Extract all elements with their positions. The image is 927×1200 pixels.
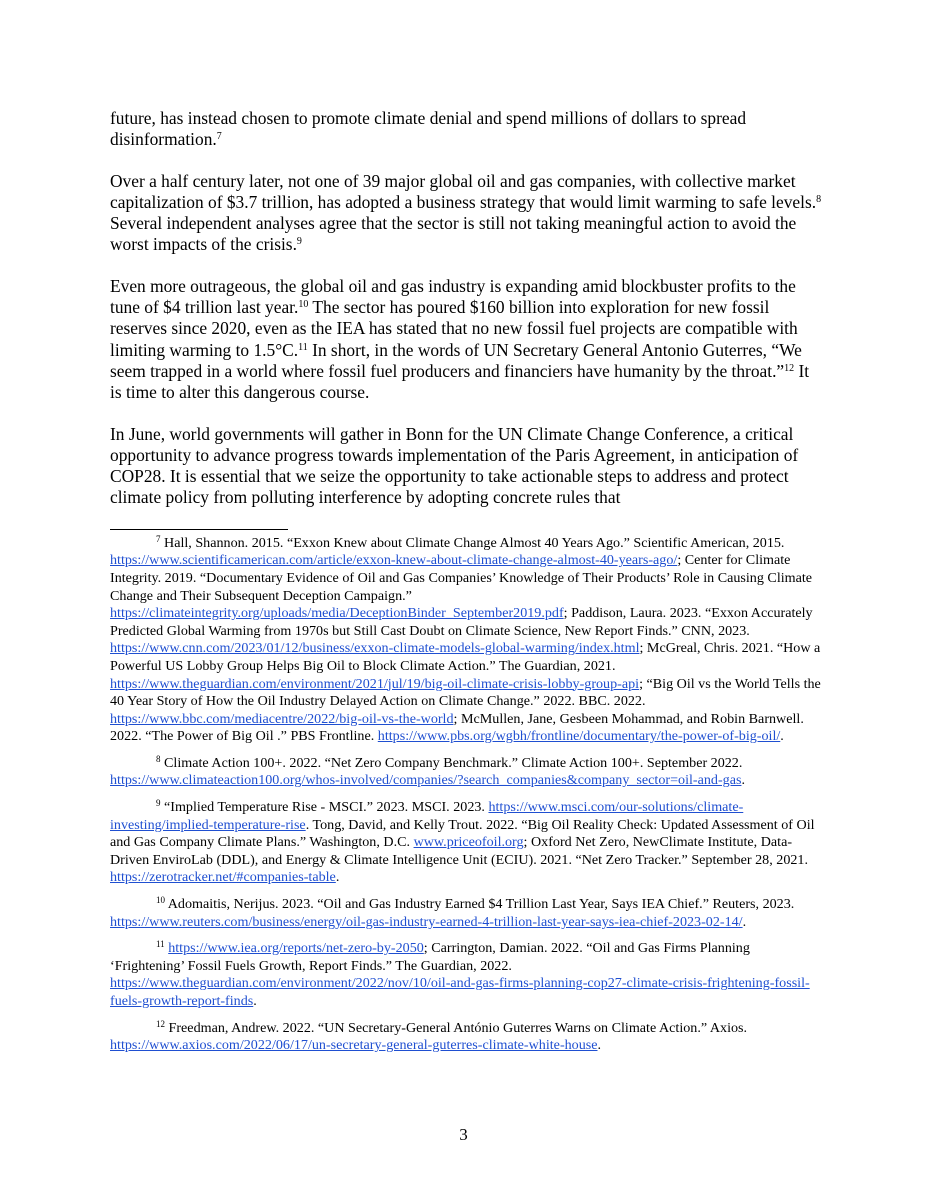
footnote-8: [110, 755, 822, 790]
page-number: 3: [459, 1125, 468, 1144]
footnote-text: Climate Action 100+. 2022. “Net Zero Company Benchmark.” Climate Action 100+. September 2022.: [160, 754, 743, 771]
footnote-text: .: [335, 869, 340, 886]
footnote-text: “Implied Temperature Rise - MSCI.” 2023. MSCI. 2023.: [160, 799, 489, 816]
footnote-10: [110, 896, 822, 931]
footnote-link[interactable]: https://www.iea.org/reports/net-zero-by-2050: [168, 940, 424, 957]
footnote-7: [110, 535, 822, 746]
footnote-number: 7: [156, 533, 161, 544]
footnote-text: ; McMullen, Jane, Gesbeen Mohammad, and Robin Barnwell. 2022. “The Power of Big Oil .” PBS Frontline.: [110, 710, 804, 745]
footnote-link[interactable]: https://www.bbc.com/mediacentre/2022/big-oil-vs-the-world: [110, 710, 454, 727]
footnote-text: ; Paddison, Laura. 2023. “Exxon Accurately Predicted Global Warming from 1970s but Still Cast Doubt on Climate Science, New Report Finds.” CNN, 2023.: [110, 605, 813, 639]
footnote-number: 10: [156, 895, 165, 906]
footnote-link[interactable]: https://www.pbs.org/wgbh/frontline/documentary/the-power-of-big-oil/: [377, 728, 781, 745]
footnote-ref-12[interactable]: 12: [784, 362, 795, 374]
footnote-text: Freedman, Andrew. 2022. “UN Secretary-General António Guterres Warns on Climate Action.” Axios.: [165, 1019, 748, 1036]
footnote-link[interactable]: https://www.cnn.com/2023/01/12/business/exxon-climate-models-global-warming/index.html: [110, 640, 640, 657]
footnote-text: ; Center for Climate Integrity. 2019. “Documentary Evidence of Oil and Gas Companies’ Knowledge of Their Products’ Role in Causing Climate Change and Their Subsequent Deception Campaign.”: [110, 552, 813, 604]
footnote-link[interactable]: https://climateintegrity.org/uploads/media/DeceptionBinder_September2019.pdf: [110, 605, 564, 622]
footnote-text: .: [253, 993, 257, 1009]
paragraph-text: Even more outrageous, the global oil and gas industry is expanding amid blockbuster profits to the tune of $4 trillion last year.: [110, 275, 796, 318]
footnote-text: Adomaitis, Nerijus. 2023. “Oil and Gas Industry Earned $4 Trillion Last Year, Says IEA Chief.” Reuters, 2023.: [165, 896, 795, 913]
body-paragraph-2: [110, 171, 822, 256]
footnote-11: [110, 940, 822, 1010]
footnote-separator: [110, 529, 288, 530]
body-paragraph-4: [110, 424, 822, 509]
footnote-ref-10[interactable]: 10: [298, 299, 309, 311]
paragraph-text: It is time to alter this dangerous course.: [110, 360, 810, 403]
document-page: [110, 108, 822, 1064]
footnote-ref-8[interactable]: 8: [816, 193, 822, 205]
footnote-number: 11: [156, 939, 165, 950]
footnote-link[interactable]: https://www.reuters.com/business/energy/oil-gas-industry-earned-4-trillion-last-year-says-iea-chief-2023-02-14/: [110, 913, 743, 930]
body-paragraph-3: [110, 276, 822, 404]
footnote-text: . Tong, David, and Kelly Trout. 2022. “Big Oil Reality Check: Updated Assessment of Oil and Gas Company Climate Plans.” Washington, D.C.: [110, 816, 815, 851]
footnote-text: ; McGreal, Chris. 2021. “How a Powerful US Lobby Group Helps Big Oil to Block Climate Action.” The Guardian, 2021.: [110, 640, 821, 674]
footnote-ref-9[interactable]: 9: [296, 236, 302, 248]
footnote-number: 8: [156, 753, 161, 764]
footnote-link[interactable]: https://zerotracker.net/#companies-table: [110, 869, 336, 886]
footnote-link[interactable]: https://www.theguardian.com/environment/2021/jul/19/big-oil-climate-crisis-lobby-group-api: [110, 675, 640, 692]
footnote-link[interactable]: https://www.msci.com/our-solutions/climate-investing/implied-temperature-rise: [110, 799, 744, 833]
footnote-text: .: [780, 728, 784, 745]
paragraph-text: The sector has poured $160 billion into exploration for new fossil reserves since 2020, even as the IEA has stated that no new fossil fuel projects are compatible with limiting warming to 1.5°C.: [110, 297, 798, 360]
footnote-number: 12: [156, 1018, 165, 1029]
paragraph-text: Several independent analyses agree that the sector is still not taking meaningful action to avoid the worst impacts of the crisis.: [110, 213, 797, 255]
footnote-text: ; “Big Oil vs the World Tells the 40 Year Story of How the Oil Industry Delayed Action on Climate Change.” 2022. BBC. 2022.: [110, 675, 821, 710]
paragraph-text: Over a half century later, not one of 39 major global oil and gas companies, with collective market capitalization of $3.7 trillion, has adopted a business strategy that would limit warming to safe levels.: [110, 170, 817, 212]
footnote-link[interactable]: https://www.axios.com/2022/06/17/un-secretary-general-guterres-climate-white-house: [110, 1037, 598, 1054]
footnote-link[interactable]: www.priceofoil.org: [413, 834, 524, 851]
footnote-text: .: [742, 913, 747, 930]
paragraph-text: future, has instead chosen to promote climate denial and spend millions of dollars to spread disinformation.: [110, 108, 747, 150]
paragraph-text: In short, in the words of UN Secretary General Antonio Guterres, “We seem trapped in a world where fossil fuel producers and financiers have humanity by the throat.”: [110, 339, 802, 381]
footnote-text: .: [741, 772, 745, 789]
footnote-ref-11[interactable]: 11: [298, 341, 308, 353]
body-paragraph-1: [110, 108, 822, 151]
footnote-text: Hall, Shannon. 2015. “Exxon Knew about Climate Change Almost 40 Years Ago.” Scientific American, 2015.: [160, 534, 785, 551]
footnote-text: ; Carrington, Damian. 2022. “Oil and Gas Firms Planning ‘Frightening’ Fossil Fuels Growth, Report Finds.” The Guardian, 2022.: [110, 940, 750, 974]
footnote-link[interactable]: https://www.scientificamerican.com/article/exxon-knew-about-climate-change-almost-40-years-ago/: [110, 552, 678, 569]
footnote-text: ; Oxford Net Zero, NewClimate Institute, Data-Driven EnviroLab (DDL), and Energy & Climate Intelligence Unit (ECIU). 2021. “Net Zero Tracker.” September 28, 2021.: [110, 834, 808, 868]
footnote-text: .: [597, 1037, 602, 1054]
footnote-number: 9: [156, 798, 161, 809]
footnote-12: [110, 1020, 822, 1055]
footnote-9: [110, 799, 822, 887]
footnote-ref-7[interactable]: 7: [216, 131, 222, 143]
footnote-link[interactable]: https://www.theguardian.com/environment/2022/nov/10/oil-and-gas-firms-planning-cop27-climate-crisis-frightening-fossil-fuels-growth-report-finds: [110, 975, 810, 1009]
footnote-link[interactable]: https://www.climateaction100.org/whos-involved/companies/?search_companies&company_sector=oil-and-gas: [110, 772, 742, 789]
paragraph-text: In June, world governments will gather in Bonn for the UN Climate Change Conference, a critical opportunity to advance progress towards implementation of the Paris Agreement, in anticipation of COP28. It is essential that we seize the opportunity to take actionable steps to address and protect climate policy from polluting interference by adopting concrete rules that: [110, 423, 799, 508]
